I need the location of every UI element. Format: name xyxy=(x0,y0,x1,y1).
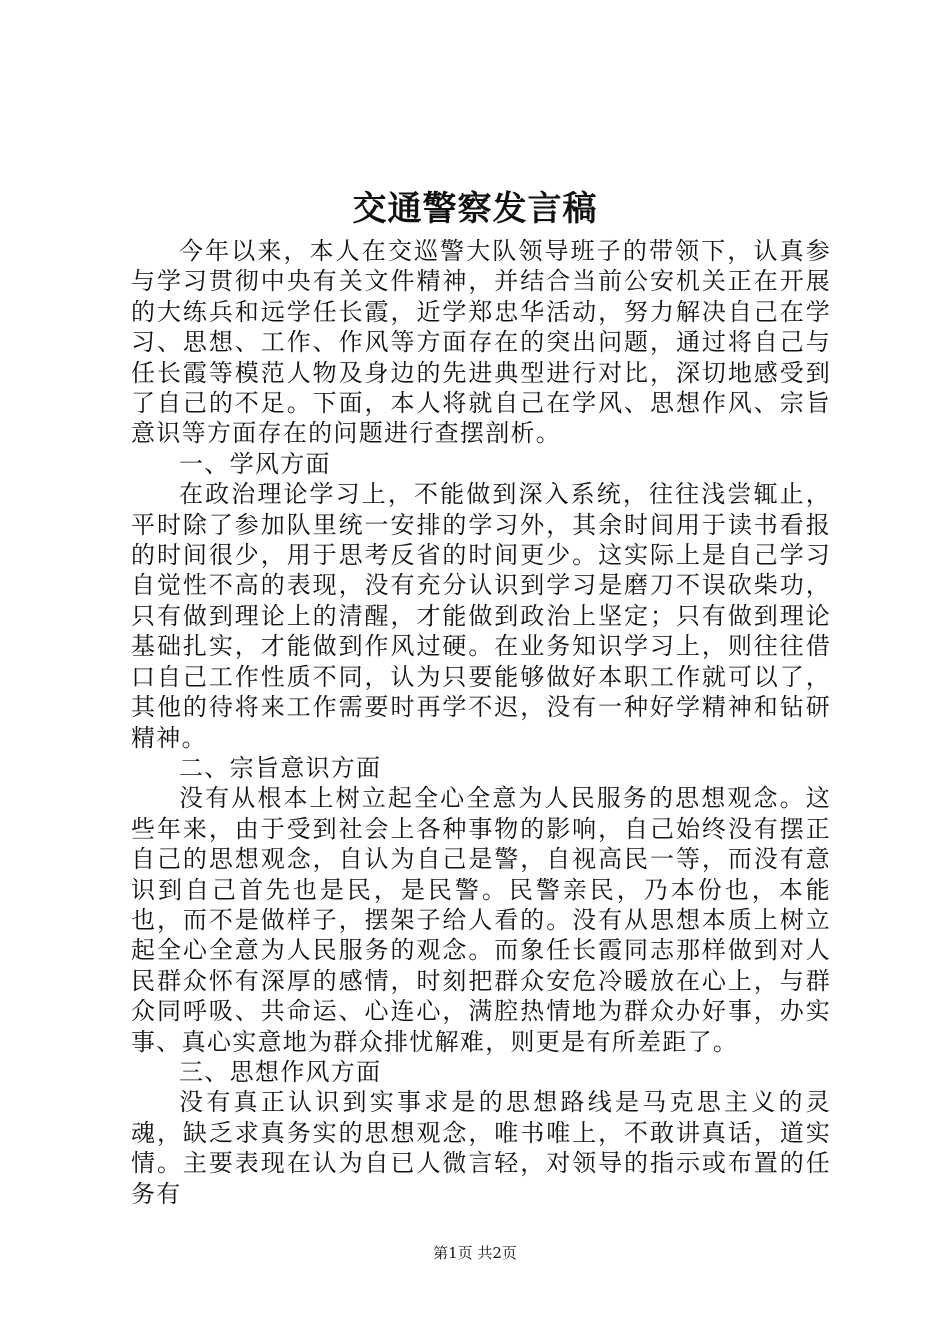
ideological-style-paragraph: 没有真正认识到实事求是的思想路线是马克思主义的灵魂，缺乏求真务实的思想观念，唯书唯上，不敢讲真话，道实情。主要表现在认为自已人微言轻，对领导的指示或布置的任务有 xyxy=(131,1088,831,1208)
intro-paragraph: 今年以来，本人在交巡警大队领导班子的带领下，认真参与学习贯彻中央有关文件精神，并结合当前公安机关正在开展的大练兵和远学任长霞，近学郑忠华活动，努力解决自己在学习、思想、工作、作风等方面存在的突出问题，通过将自己与任长霞等模范人物及身边的先进典型进行对比，深切地感受到了自己的不足。下面，本人将就自己在学风、思想作风、宗旨意识等方面存在的问题进行查摆剖析。 xyxy=(131,237,831,448)
purpose-awareness-paragraph: 没有从根本上树立起全心全意为人民服务的思想观念。这些年来，由于受到社会上各种事物的影响，自己始终没有摆正自己的思想观念，自认为自己是警，自视高民一等，而没有意识到自己首先也是民，是民警。民警亲民，乃本份也，本能也，而不是做样子，摆架子给人看的。没有从思想本质上树立起全心全意为人民服务的观念。而象任长霞同志那样做到对人民群众怀有深厚的感情，时刻把群众安危冷暖放在心上，与群众同呼吸、共命运、心连心，满腔热情地为群众办好事，办实事、真心实意地为群众排忧解难，则更是有所差距了。 xyxy=(131,784,831,1056)
document-body xyxy=(131,236,831,1209)
page-number-footer: 第1页 共2页 xyxy=(433,1244,517,1262)
section-heading-ideological-style: 三、思想作风方面 xyxy=(179,1057,382,1086)
section-heading-purpose-awareness: 二、宗旨意识方面 xyxy=(179,753,382,782)
study-style-paragraph: 在政治理论学习上，不能做到深入系统，往往浅尝辄止，平时除了参加队里统一安排的学习外，其余时间用于读书看报的时间很少，用于思考反省的时间更少。这实际上是自己学习自觉性不高的表现，没有充分认识到学习是磨刀不误砍柴功，只有做到理论上的清醒，才能做到政治上坚定；只有做到理论基础扎实，才能做到作风过硬。在业务知识学习上，则往往借口自己工作性质不同，认为只要能够做好本职工作就可以了，其他的待将来工作需要时再学不迟，没有一种好学精神和钻研精神。 xyxy=(131,480,831,752)
document-title: 交通警察发言稿 xyxy=(352,189,598,229)
section-heading-study-style: 一、学风方面 xyxy=(179,449,331,478)
